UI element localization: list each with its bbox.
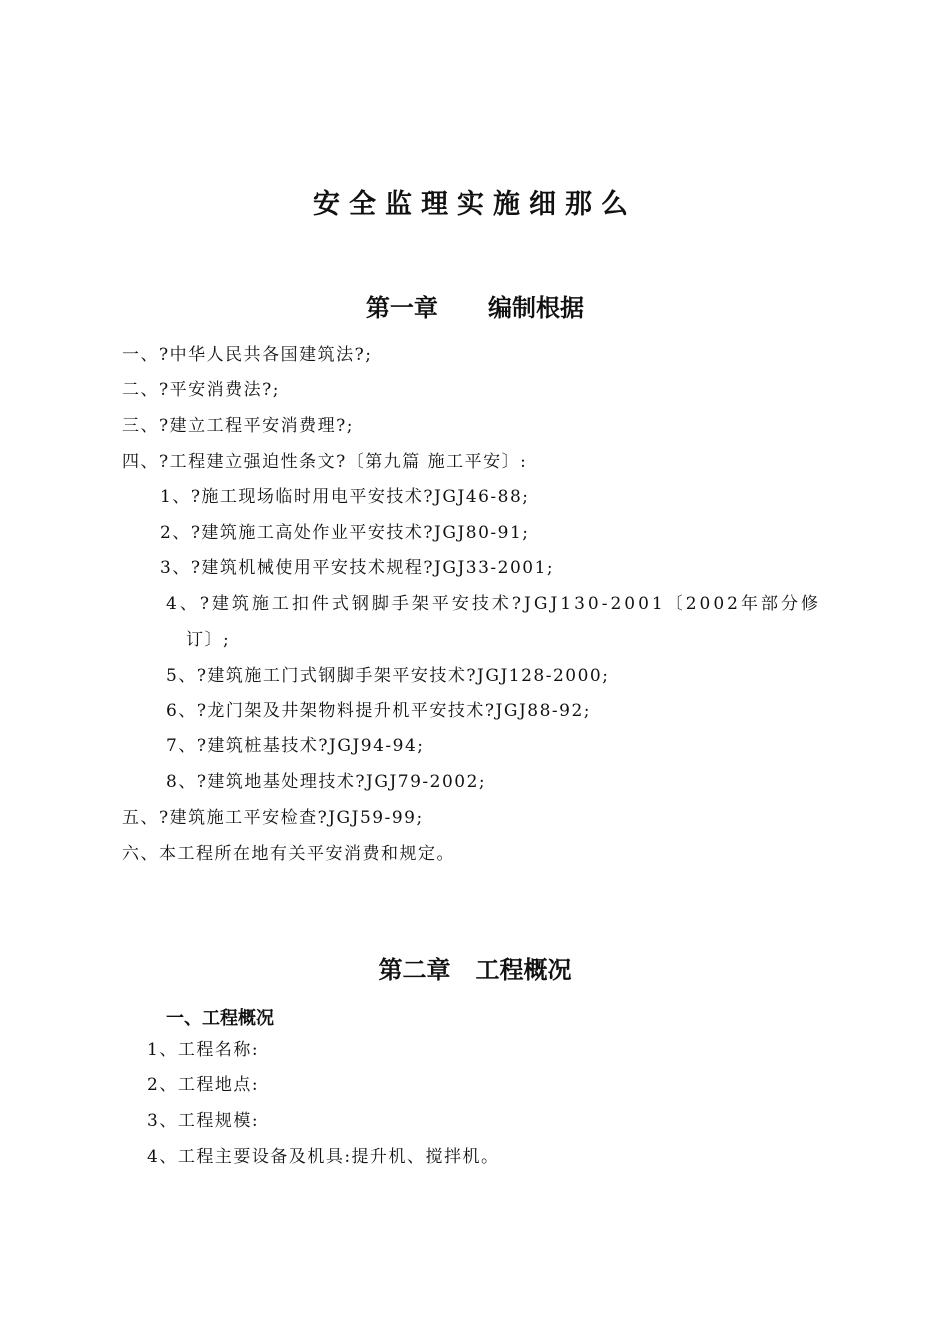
- document-title: 安全监理实施细那么: [313, 189, 637, 220]
- basis-subitem-3: 3、?建筑机械使用平安技术规程?JGJ33-2001;: [160, 558, 555, 578]
- basis-subitem-7: 7、?建筑桩基技术?JGJ94-94;: [166, 736, 425, 756]
- basis-item-3: 三、?建立工程平安消费理?;: [122, 416, 354, 436]
- chapter-1-heading: 第一章 编制根据: [365, 294, 585, 322]
- basis-subitem-1: 1、?施工现场临时用电平安技术?JGJ46-88;: [160, 487, 530, 507]
- project-item-4: 4、工程主要设备及机具:提升机、搅拌机。: [147, 1147, 500, 1167]
- basis-subitem-4: 4、?建筑施工扣件式钢脚手架平安技术?JGJ130-2001〔2002年部分修: [166, 594, 821, 614]
- basis-item-1: 一、?中华人民共各国建筑法?;: [122, 345, 373, 365]
- project-overview-section: 一、工程概况: [166, 1008, 274, 1029]
- basis-subitem-2: 2、?建筑施工高处作业平安技术?JGJ80-91;: [160, 523, 530, 543]
- basis-item-4: 四、?工程建立强迫性条文?〔第九篇 施工平安〕:: [122, 452, 528, 472]
- basis-item-2: 二、?平安消费法?;: [122, 380, 280, 400]
- project-item-1: 1、工程名称:: [147, 1040, 260, 1060]
- basis-subitem-4-continued: 订〕;: [186, 630, 231, 650]
- project-item-2: 2、工程地点:: [147, 1075, 260, 1095]
- basis-subitem-6: 6、?龙门架及井架物料提升机平安技术?JGJ88-92;: [166, 701, 591, 721]
- chapter-2-heading: 第二章 工程概况: [378, 956, 572, 984]
- project-item-3: 3、工程规模:: [147, 1111, 260, 1131]
- basis-subitem-5: 5、?建筑施工门式钢脚手架平安技术?JGJ128-2000;: [166, 666, 610, 686]
- basis-item-5: 五、?建筑施工平安检查?JGJ59-99;: [122, 808, 424, 828]
- basis-item-6: 六、本工程所在地有关平安消费和规定。: [122, 844, 455, 864]
- basis-subitem-8: 8、?建筑地基处理技术?JGJ79-2002;: [166, 772, 487, 792]
